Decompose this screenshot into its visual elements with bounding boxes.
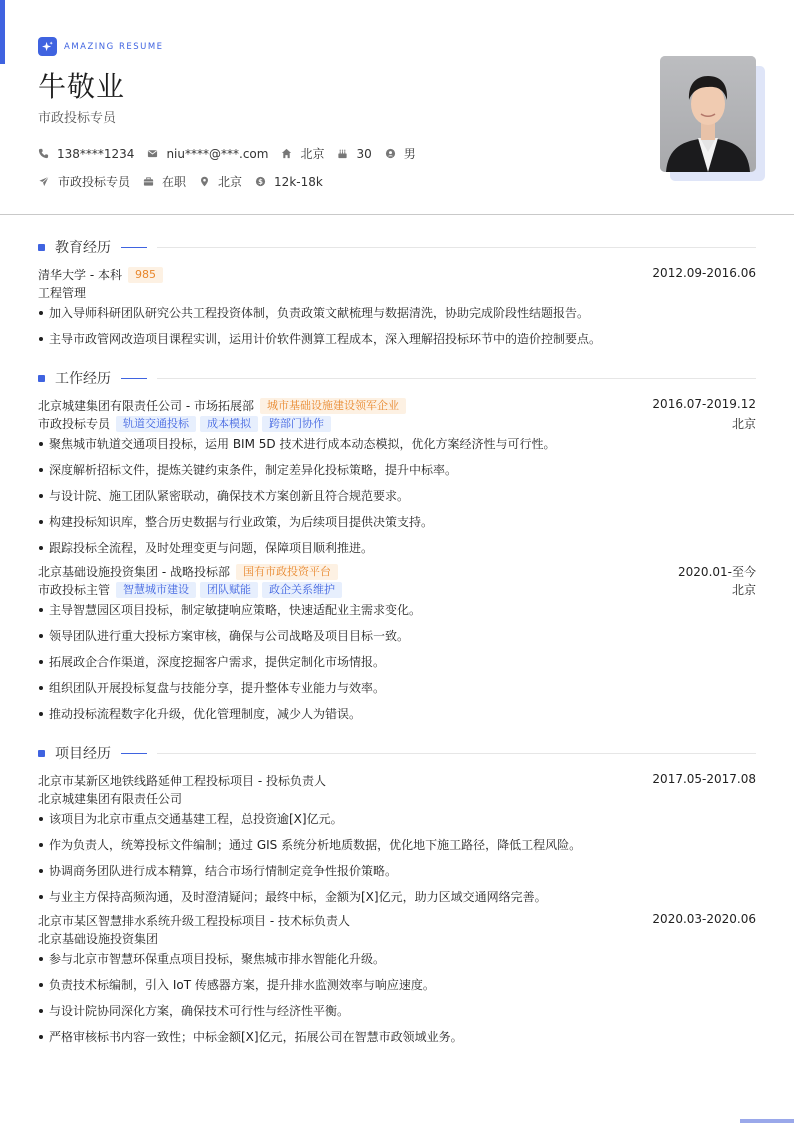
- list-item: 作为负责人，统筹投标文件编制；通过 GIS 系统分析地质数据，优化地下施工路径，降低工程风险。: [38, 836, 756, 853]
- work-entry-header: [38, 563, 756, 580]
- list-item: 加入导师科研团队研究公共工程投资体制，负责政策文献梳理与数据清洗，协助完成阶段性结题报告。: [38, 304, 756, 321]
- company-name: 北京基础设施投资集团 - 战略投标部: [38, 565, 230, 579]
- school-badge: 985: [128, 267, 163, 283]
- project-section-title: 项目经历: [55, 746, 111, 762]
- target-position-item: [38, 173, 130, 190]
- candidate-name: 牛敬业: [38, 70, 126, 103]
- education-section-title: 教育经历: [55, 240, 111, 256]
- brand: [38, 37, 638, 56]
- work-role-row: [38, 415, 756, 432]
- gender-icon: [385, 148, 396, 159]
- section-marker: [38, 375, 45, 382]
- work-location: 北京: [731, 583, 756, 597]
- skill-tag: 跨部门协作: [262, 416, 331, 432]
- brand-label: AMAZING RESUME: [64, 41, 164, 52]
- header-divider: [0, 214, 794, 215]
- svg-text:$: $: [258, 177, 263, 186]
- project-org: 北京基础设施投资集团: [38, 932, 159, 946]
- accent-bar: [0, 0, 5, 64]
- section-rule: [157, 378, 756, 379]
- work-location: 北京: [731, 417, 756, 431]
- list-item: 与设计院、施工团队紧密联动，确保技术方案创新且符合规范要求。: [38, 487, 756, 504]
- section-marker: [38, 244, 45, 251]
- candidate-title: 市政投标专员: [38, 111, 117, 126]
- project-org: 北京城建集团有限责任公司: [38, 792, 183, 806]
- mail-icon: [147, 148, 158, 159]
- company-tag: 国有市政投资平台: [236, 564, 338, 580]
- company-name: 北京城建集团有限责任公司 - 市场拓展部: [38, 399, 254, 413]
- work-date: 2016.07-2019.12: [652, 397, 756, 411]
- resume-header: [38, 37, 638, 189]
- job-role: 市政投标专员: [38, 417, 111, 431]
- gender-item: [385, 145, 416, 162]
- section-rule: [157, 247, 756, 248]
- list-item: 主导市政管网改造项目课程实训，运用计价软件测算工程成本，深入理解招投标环节中的造价控制要点。: [38, 330, 756, 347]
- list-item: 该项目为北京市重点交通基建工程，总投资逾[X]亿元。: [38, 810, 756, 827]
- target-city-item: [199, 173, 242, 190]
- salary-item: [255, 175, 323, 189]
- list-item: 构建投标知识库，整合历史数据与行业政策，为后续项目提供决策支持。: [38, 513, 756, 530]
- phone-icon: [38, 148, 49, 159]
- skill-tag: 轨道交通投标: [116, 416, 196, 432]
- send-icon: [38, 176, 50, 187]
- section-marker: [38, 750, 45, 757]
- list-item: 聚焦城市轨道交通项目投标，运用 BIM 5D 技术进行成本动态模拟，优化方案经济性与可行性。: [38, 435, 756, 452]
- target-city-value: 北京: [218, 175, 243, 189]
- work-role-row: [38, 581, 756, 598]
- school-name: 清华大学 - 本科: [38, 268, 122, 282]
- project-entry-header: [38, 912, 756, 929]
- city-item: [281, 145, 324, 162]
- list-item: 深度解析招标文件，提炼关键约束条件，制定差异化投标策略，提升中标率。: [38, 461, 756, 478]
- list-item: 拓展政企合作渠道，深度挖掘客户需求，提供定制化市场情报。: [38, 653, 756, 670]
- company-tag: 城市基础设施建设领军企业: [260, 398, 406, 414]
- list-item: 跟踪投标全流程，及时处理变更与问题，保障项目顺利推进。: [38, 539, 756, 556]
- email-item: [147, 147, 268, 161]
- gender-value: 男: [403, 147, 416, 161]
- list-item: 领导团队进行重大投标方案审核，确保与公司战略及项目目标一致。: [38, 627, 756, 644]
- target-position-value: 市政投标专员: [58, 175, 131, 189]
- project-entry-header: [38, 772, 756, 789]
- briefcase-icon: [143, 176, 154, 187]
- education-major-row: [38, 284, 756, 301]
- list-item: 协调商务团队进行成本精算，结合市场行情制定竞争性报价策略。: [38, 862, 756, 879]
- footer-accent-bar: [740, 1119, 794, 1123]
- list-item: 组织团队开展投标复盘与技能分享，提升整体专业能力与效率。: [38, 679, 756, 696]
- profile-photo: [660, 56, 756, 172]
- job-intent-row: [38, 173, 336, 190]
- list-item: 主导智慧园区项目投标，制定敏捷响应策略，快速适配业主需求变化。: [38, 601, 756, 618]
- list-item: 与设计院协同深化方案，确保技术可行性与经济性平衡。: [38, 1002, 756, 1019]
- age-value: 30: [356, 146, 372, 161]
- project-org-row: [38, 790, 756, 807]
- project-date: 2020.03-2020.06: [652, 912, 756, 926]
- home-icon: [281, 148, 292, 159]
- education-date: 2012.09-2016.06: [652, 266, 756, 280]
- skill-tag: 成本模拟: [200, 416, 258, 432]
- salary-icon: [255, 176, 266, 187]
- sparkle-icon: [38, 37, 57, 56]
- list-item: 参与北京市智慧环保重点项目投标，聚焦城市排水智能化升级。: [38, 950, 756, 967]
- project-org-row: [38, 930, 756, 947]
- age-item: [337, 147, 371, 161]
- list-item: 推动投标流程数字化升级，优化管理制度，减少人为错误。: [38, 705, 756, 722]
- job-role: 市政投标主管: [38, 583, 111, 597]
- phone-item: [38, 147, 134, 161]
- phone-value: 138****1234: [57, 146, 135, 161]
- location-pin-icon: [199, 176, 210, 187]
- list-item: 与业主方保持高频沟通，及时澄清疑问；最终中标，金额为[X]亿元，助力区域交通网络完善。: [38, 888, 756, 905]
- email-value: niu****@***.com: [166, 146, 269, 161]
- contact-row: [38, 145, 429, 162]
- education-section-header: [38, 237, 756, 257]
- section-accent-line: [121, 378, 147, 379]
- work-section-title: 工作经历: [55, 371, 111, 387]
- list-item: 负责技术标编制，引入 IoT 传感器方案，提升排水监测效率与响应速度。: [38, 976, 756, 993]
- section-rule: [157, 753, 756, 754]
- project-section-header: [38, 743, 756, 763]
- list-item: 严格审核标书内容一致性；中标金额[X]亿元，拓展公司在智慧市政领域业务。: [38, 1028, 756, 1045]
- work-section-header: [38, 368, 756, 388]
- skill-tag: 团队赋能: [200, 582, 258, 598]
- status-value: 在职: [162, 175, 187, 189]
- skill-tag: 政企关系维护: [262, 582, 342, 598]
- education-entry-header: [38, 266, 756, 283]
- project-date: 2017.05-2017.08: [652, 772, 756, 786]
- section-accent-line: [121, 247, 147, 248]
- skill-tag: 智慧城市建设: [116, 582, 196, 598]
- project-name: 北京市某新区地铁线路延伸工程投标项目 - 投标负责人: [38, 774, 326, 788]
- major: 工程管理: [38, 286, 87, 300]
- salary-value: 12k-18k: [274, 174, 323, 189]
- section-accent-line: [121, 753, 147, 754]
- project-name: 北京市某区智慧排水系统升级工程投标项目 - 技术标负责人: [38, 914, 350, 928]
- work-date: 2020.01-至今: [678, 565, 756, 579]
- cake-icon: [337, 148, 348, 159]
- work-entry-header: [38, 397, 756, 414]
- city-value: 北京: [300, 147, 325, 161]
- status-item: [143, 173, 186, 190]
